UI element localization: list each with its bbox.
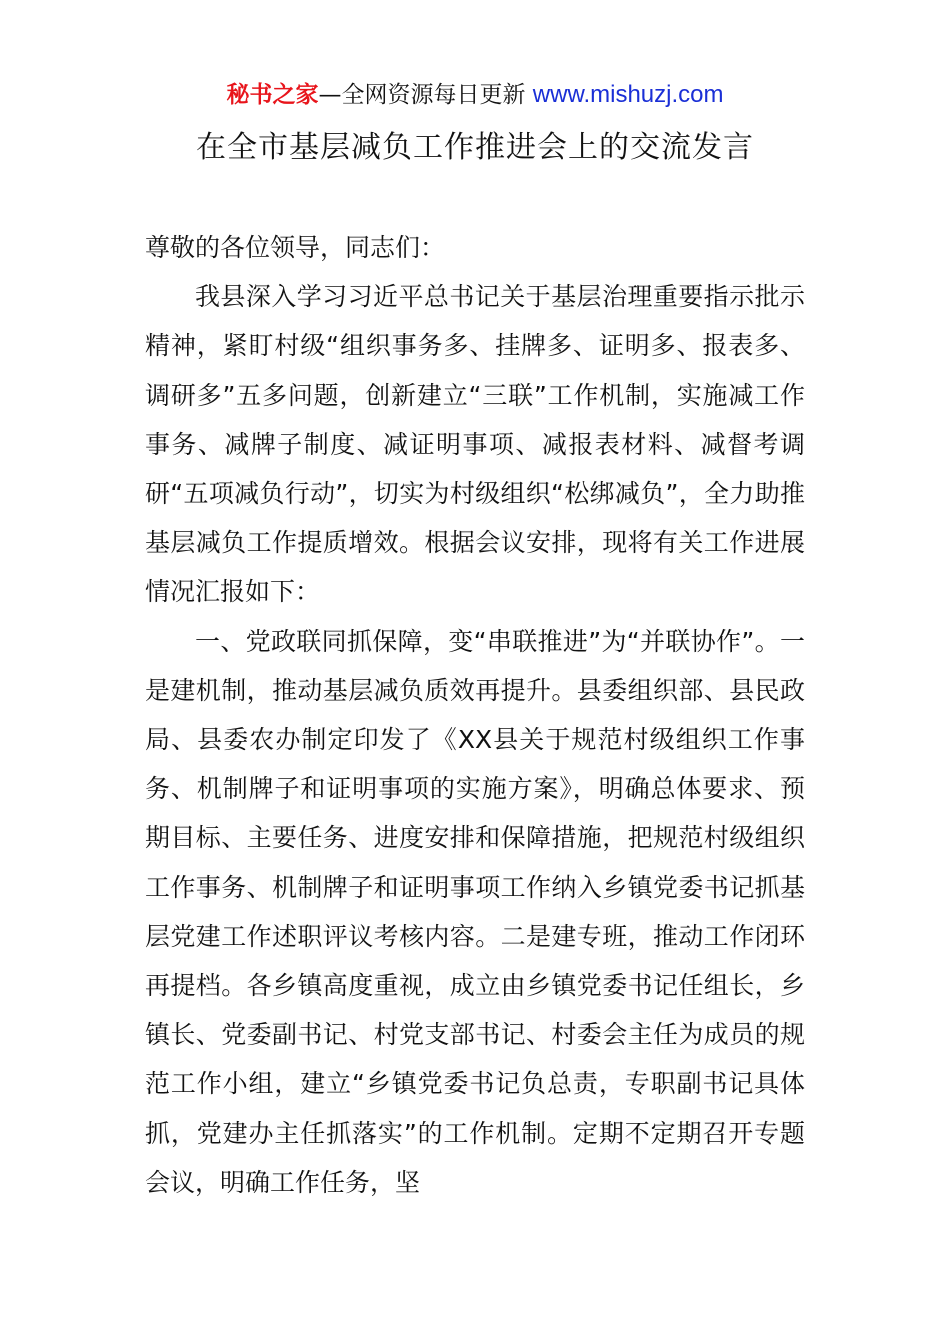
paragraph-intro: 我县深入学习习近平总书记关于基层治理重要指示批示精神，紧盯村级“组织事务多、挂牌多、证明多、报表多、调研多”五多问题，创新建立“三联”工作机制，实施减工作事务、减牌子制度、减证明事项、减报表材料、减督考调研“五项减负行动”，切实为村级组织“松绑减负”，全力助推基层减负工作提质增效。根据会议安排，现将有关工作进展情况汇报如下：	[145, 282, 805, 607]
site-url-link[interactable]: www.mishuzj.com	[532, 81, 724, 108]
site-brand: 秘书之家	[226, 82, 319, 108]
paragraph-section-one: 一、党政联同抓保障，变“串联推进”为“并联协作”。一是建机制，推动基层减负质效再提升。县委组织部、县民政局、县委农办制定印发了《XX县关于规范村级组织工作事务、机制牌子和证明事项的实施方案》，明确总体要求、预期目标、主要任务、进度安排和保障措施，把规范村级组织工作事务、机制牌子和证明事项工作纳入乡镇党委书记抓基层党建工作述职评议考核内容。二是建专班，推动工作闭环再提档。各乡镇高度重视，成立由乡镇党委书记任组长，乡镇长、党委副书记、村党支部书记、村委会主任为成员的规范工作小组，建立“乡镇党委书记负总责，专职副书记具体抓，党建办主任抓落实”的工作机制。定期不定期召开专题会议，明确工作任务，坚	[145, 626, 805, 1197]
salutation: 尊敬的各位领导，同志们：	[145, 233, 446, 262]
document-title: 在全市基层减负工作推进会上的交流发言	[196, 130, 754, 165]
site-header	[0, 78, 950, 112]
document-body	[145, 223, 805, 1207]
site-tagline: —全网资源每日更新	[318, 82, 533, 108]
